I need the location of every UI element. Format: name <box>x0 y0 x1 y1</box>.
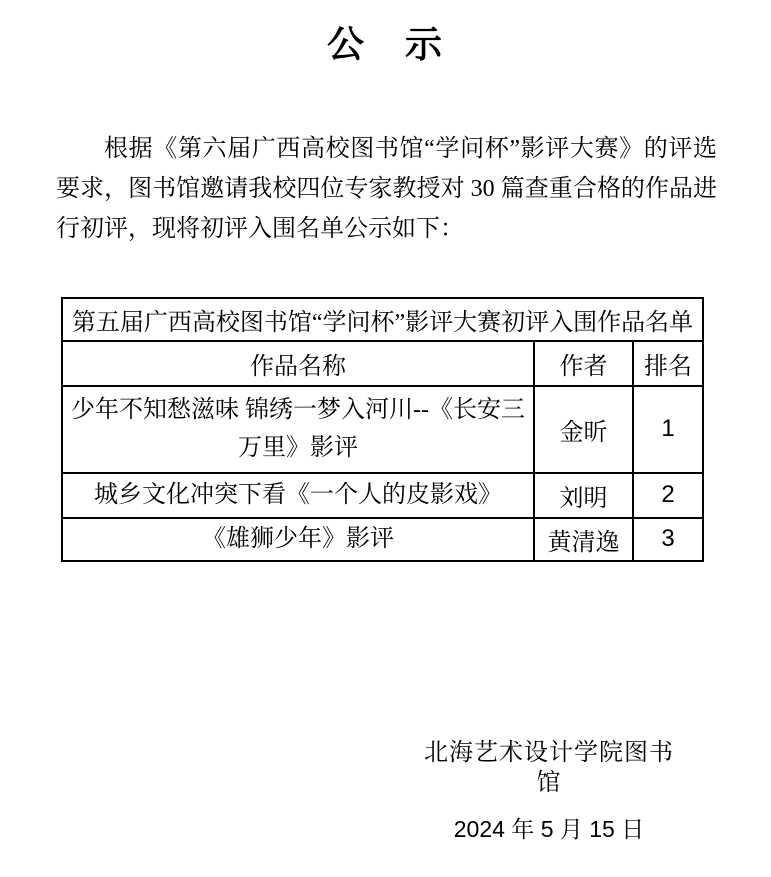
table-header-row <box>62 341 703 386</box>
table-row <box>62 518 703 561</box>
signature-block <box>418 738 680 844</box>
work-title-cell: 少年不知愁滋味 锦绣一梦入河川--《长安三万里》影评 <box>62 386 534 473</box>
table-caption-row <box>62 298 703 341</box>
shortlist-table <box>61 297 704 562</box>
table-row <box>62 473 703 518</box>
author-cell: 黄清逸 <box>534 518 633 561</box>
document-title: 公 示 <box>327 25 444 66</box>
signature-date: 2024 年 5 月 15 日 <box>453 815 645 842</box>
rank-cell: 3 <box>633 518 703 561</box>
work-title-cell: 《雄狮少年》影评 <box>62 518 534 561</box>
column-header-author: 作者 <box>534 341 633 386</box>
column-header-rank: 排名 <box>633 341 703 386</box>
rank-cell: 1 <box>633 386 703 473</box>
table-caption: 第五届广西高校图书馆“学问杯”影评大赛初评入围作品名单 <box>62 298 703 341</box>
rank-cell: 2 <box>633 473 703 518</box>
author-cell: 刘明 <box>534 473 633 518</box>
signature-organization: 北海艺术设计学院图书馆 <box>424 739 674 796</box>
body-paragraph: 根据《第六届广西高校图书馆“学问杯”影评大赛》的评选要求，图书馆邀请我校四位专家教授对 30 篇查重合格的作品进行初评，现将初评入围名单公示如下： <box>56 135 717 242</box>
author-cell: 金昕 <box>534 386 633 473</box>
column-header-work: 作品名称 <box>62 341 534 386</box>
work-title-cell: 城乡文化冲突下看《一个人的皮影戏》 <box>62 473 534 518</box>
announcement-document <box>0 26 771 877</box>
table-row <box>62 386 703 473</box>
